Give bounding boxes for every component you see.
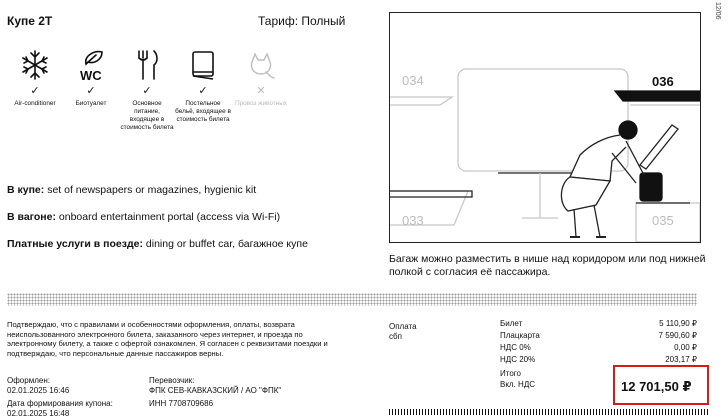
price-reserved-value: 7 590,60 ₽ [658, 331, 697, 340]
barcode-strip [389, 409, 709, 415]
amenity-meals [119, 48, 175, 132]
tariff-label: Тариф: Полный [258, 14, 346, 28]
amenity-label: Провоз животных [234, 100, 288, 107]
car-services-label: В вагоне: [7, 211, 56, 223]
seat-033-label: 033 [402, 213, 424, 228]
compartment-services [7, 184, 352, 197]
amenity-label: Основное питание, входящее в стоимость билета [120, 100, 174, 131]
amenity-toilet [63, 48, 119, 108]
car-type-title: Купе 2Т [7, 14, 53, 28]
paid-services-text: dining or buffet car, багажное купе [143, 238, 308, 250]
unavailable-cross-icon: ✕ [256, 85, 266, 97]
vat-20-value: 203,17 ₽ [665, 355, 697, 364]
price-ticket-label: Билет [500, 319, 523, 328]
price-ticket-value: 5 110,90 ₽ [659, 319, 697, 328]
car-services [7, 211, 352, 224]
amenity-pets [233, 48, 289, 108]
coupon-date-value: 02.01.2025 16:48 [7, 409, 70, 418]
vat-0-value: 0,00 ₽ [674, 343, 697, 352]
compartment-services-label: В купе: [7, 184, 45, 196]
vat-20-label: НДС 20% [500, 355, 536, 364]
availability-check-icon: ✓ [30, 85, 40, 97]
amenity-label: Постельное бельё, входящее в стоимость билета [175, 100, 231, 123]
coupon-date-label: Дата формирования купона: [7, 399, 113, 408]
bed-linen-icon [188, 48, 218, 82]
amenity-label: Биотуалет [75, 100, 107, 107]
amenity-bed-linen [175, 48, 231, 124]
snowflake-icon [20, 48, 50, 82]
carrier-inn: ИНН 7708709686 [149, 399, 214, 408]
compartment-illustration [389, 12, 701, 243]
dotted-divider [7, 293, 697, 306]
total-amount: 12 701,50 ₽ [621, 379, 692, 394]
compartment-services-text: set of newspapers or magazines, hygienic kit [44, 184, 257, 196]
payment-label: Оплата [389, 322, 417, 331]
total-vat-label: Вкл. НДС [500, 380, 536, 389]
issued-value: 02.01.2025 16:46 [7, 386, 70, 395]
svg-text:WC: WC [80, 68, 102, 82]
amenity-label: Air-conditioner [14, 100, 56, 107]
amenity-air-conditioner [7, 48, 63, 108]
pet-icon [246, 48, 276, 82]
carrier-value: ФПК СЕВ-КАВКАЗСКИЙ / АО "ФПК" [149, 386, 282, 395]
fork-knife-icon [132, 48, 162, 82]
seat-034-label: 034 [402, 73, 424, 88]
seat-036-label: 036 [652, 74, 674, 89]
price-reserved-label: Плацкарта [500, 331, 540, 340]
confirmation-text: Подтверждаю, что с правилами и особенностями оформления, оплаты, возврата неиспользованного электронного билета, заказанного через интернет, и проезда по электронному билету, а также с офертой ознакомлен. Я согласен с реквизитами поездки и подтверждаю, что персональные данные пассажиров верны. [7, 320, 328, 358]
paid-services-label: Платные услуги в поезде: [7, 238, 143, 250]
luggage-caption: Багаж можно разместить в нише над коридором или под нижней полкой с согласия её пассажира. [389, 253, 706, 278]
availability-check-icon: ✓ [198, 85, 208, 97]
payment-method: сбп [389, 332, 402, 341]
wc-icon [76, 48, 106, 82]
issued-label: Оформлен: [7, 376, 50, 385]
total-label: Итого [500, 369, 521, 378]
car-services-text: onboard entertainment portal (access via Wi-Fi) [55, 211, 281, 223]
seat-035-label: 035 [652, 213, 674, 228]
carrier-label: Перевозчик: [149, 376, 195, 385]
vat-0-label: НДС 0% [500, 343, 531, 352]
paid-services [7, 238, 352, 251]
availability-check-icon: ✓ [86, 85, 96, 97]
side-number: 12/06 [714, 2, 721, 20]
availability-check-icon: ✓ [142, 85, 152, 97]
